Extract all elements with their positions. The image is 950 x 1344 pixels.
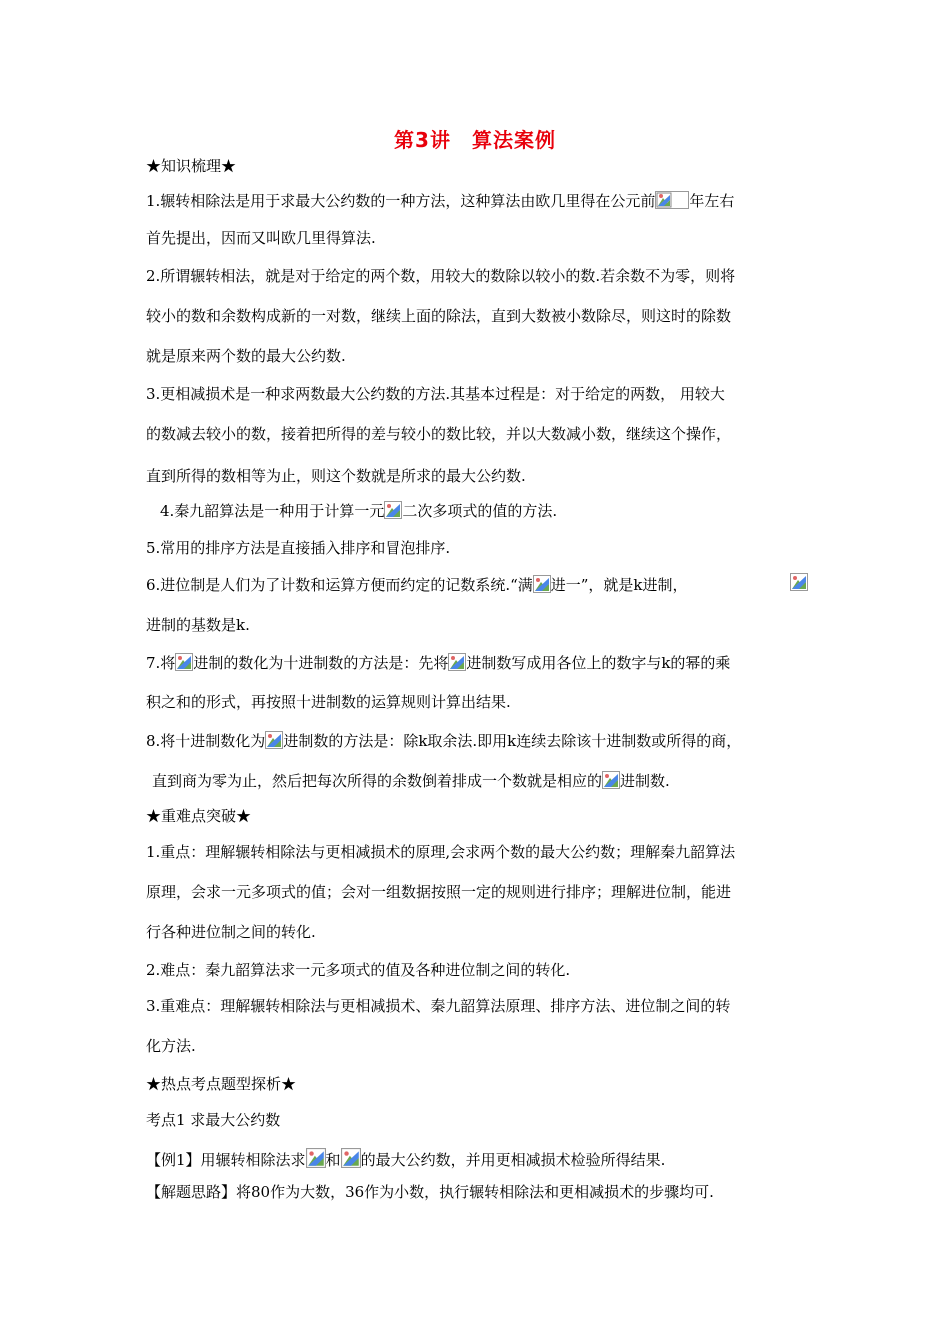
item-4-line-1 bbox=[160, 501, 557, 521]
item-7-text-b: 进制的数化为十进制数的方法是：先将 bbox=[193, 654, 449, 672]
item-6-line-2: 进制的基数是k. bbox=[146, 616, 250, 634]
example-1-text-a: 【例1】用辗转相除法求 bbox=[146, 1151, 306, 1169]
example-1-line bbox=[146, 1148, 665, 1170]
item-6-text-a: 6.进位制是人们为了计数和运算方便而约定的记数系统.“满 bbox=[146, 576, 533, 594]
broken-image-icon bbox=[602, 771, 620, 789]
item-8-line-2 bbox=[152, 771, 670, 791]
broken-image-icon bbox=[384, 501, 402, 519]
section-knowledge: ★知识梳理★ bbox=[146, 157, 237, 175]
topic-1-heading: 考点1 求最大公约数 bbox=[146, 1111, 281, 1129]
item-8-text-a: 8.将十进制数化为 bbox=[146, 732, 266, 750]
item-3-line-2: 的数减去较小的数，接着把所得的差与较小的数比较，并以大数减小数，继续这个操作， bbox=[146, 425, 732, 443]
item-1-line-1 bbox=[146, 191, 734, 211]
item-7-line-2: 积之和的形式，再按照十进制数的运算规则计算出结果. bbox=[146, 693, 511, 711]
broken-image-icon bbox=[265, 731, 283, 749]
item-3-line-3: 直到所得的数相等为止，则这个数就是所求的最大公约数. bbox=[146, 467, 526, 485]
broken-image-icon bbox=[448, 653, 466, 671]
item-2-line-3: 就是原来两个数的最大公约数. bbox=[146, 347, 346, 365]
diff-1-line-2: 原理，会求一元多项式的值；会对一组数据按照一定的规则进行排序；理解进位制，能进 bbox=[146, 883, 732, 901]
broken-image-icon bbox=[533, 575, 551, 593]
diff-1-line-1: 1.重点：理解辗转相除法与更相减损术的原理,会求两个数的最大公约数；理解秦九韶算法 bbox=[146, 843, 736, 861]
item-1-line-2: 首先提出，因而又叫欧几里得算法. bbox=[146, 229, 376, 247]
item-8-text-b: 进制数的方法是：除k取余法.即用k连续去除该十进制数或所得的商， bbox=[283, 732, 742, 750]
broken-image-icon bbox=[790, 573, 808, 591]
item-4-text-a: 4.秦九韶算法是一种用于计算一元 bbox=[160, 502, 385, 520]
item-8-text-c: 直到商为零为止，然后把每次所得的余数倒着排成一个数就是相应的 bbox=[152, 772, 603, 790]
example-1-text-b: 和 bbox=[325, 1151, 341, 1169]
item-6-text-b: 进一”，就是k进制， bbox=[550, 576, 688, 594]
diff-1-line-3: 行各种进位制之间的转化. bbox=[146, 923, 316, 941]
item-8-text-d: 进制数. bbox=[620, 772, 670, 790]
item-7-text-c: 进制数写成用各位上的数字与k的幂的乘 bbox=[466, 654, 731, 672]
broken-image-icon bbox=[306, 1148, 326, 1168]
item-6-line-1 bbox=[146, 575, 688, 595]
item-8-line-1 bbox=[146, 731, 741, 751]
broken-image-icon bbox=[341, 1148, 361, 1168]
page-title: 第3讲 算法案例 bbox=[394, 128, 556, 152]
item-4-text-b: 二次多项式的值的方法. bbox=[402, 502, 558, 520]
item-7-line-1 bbox=[146, 653, 730, 673]
item-7-text-a: 7.将 bbox=[146, 654, 176, 672]
broken-image-icon bbox=[175, 653, 193, 671]
section-hot: ★热点考点题型探析★ bbox=[146, 1075, 297, 1093]
broken-image-icon bbox=[655, 191, 689, 209]
item-1-text-b: 年左右 bbox=[689, 192, 735, 210]
item-2-line-2: 较小的数和余数构成新的一对数，继续上面的除法，直到大数被小数除尽，则这时的除数 bbox=[146, 307, 732, 325]
item-1-text-a: 1.辗转相除法是用于求最大公约数的一种方法，这种算法由欧几里得在公元前 bbox=[146, 192, 656, 210]
example-1-text-c: 的最大公约数，并用更相减损术检验所得结果. bbox=[360, 1151, 666, 1169]
diff-3-line-2: 化方法. bbox=[146, 1037, 196, 1055]
solution-hint-line: 【解题思路】将80作为大数，36作为小数，执行辗转相除法和更相减损术的步骤均可. bbox=[146, 1183, 714, 1201]
item-3-line-1: 3.更相减损术是一种求两数最大公约数的方法.其基本过程是：对于给定的两数， 用较大 bbox=[146, 385, 725, 403]
section-difficulty: ★重难点突破★ bbox=[146, 807, 252, 825]
diff-2-line: 2.难点：秦九韶算法求一元多项式的值及各种进位制之间的转化. bbox=[146, 961, 571, 979]
item-2-line-1: 2.所谓辗转相法，就是对于给定的两个数，用较大的数除以较小的数.若余数不为零，则将 bbox=[146, 267, 736, 285]
item-5-line: 5.常用的排序方法是直接插入排序和冒泡排序. bbox=[146, 539, 451, 557]
diff-3-line-1: 3.重难点：理解辗转相除法与更相减损术、秦九韶算法原理、排序方法、进位制之间的转 bbox=[146, 997, 731, 1015]
